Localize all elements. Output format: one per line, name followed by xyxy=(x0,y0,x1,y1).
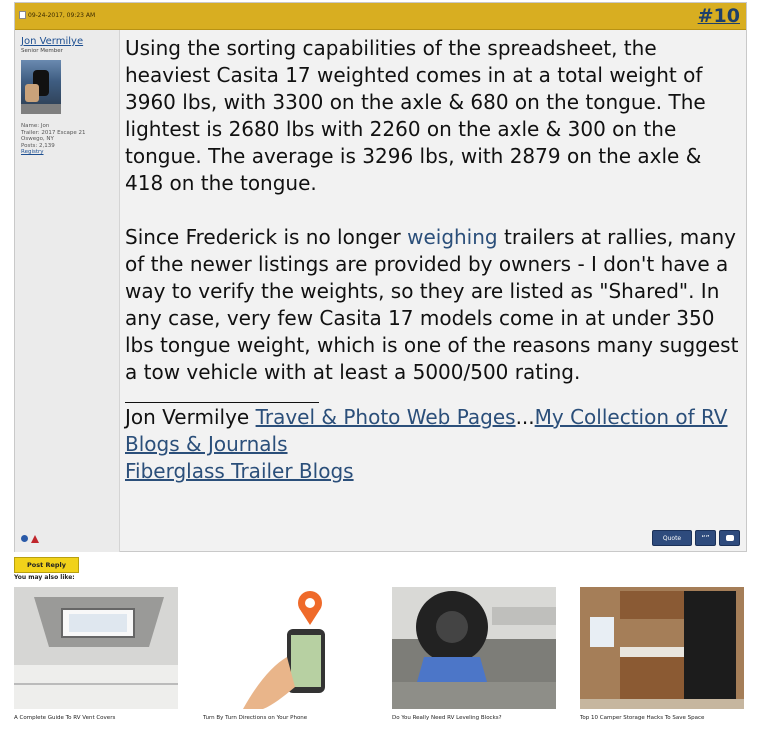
post-paragraph-2-end: trailers at rallies, many of the newer listings are provided by owners - I don't have a way to verify the weights, so they are listed as "Shared". In any case, very few Casita 17 models come in at under 350 lbs tongue weight, which is one of the reasons many suggest a tow vehicle with at least a 5000/500 rating. xyxy=(125,225,739,384)
user-name-line: Name: Jon xyxy=(21,123,50,129)
forum-post xyxy=(14,2,747,552)
post-header xyxy=(15,3,746,30)
post-paragraph-2 xyxy=(125,224,745,386)
post-status-icons xyxy=(21,535,39,543)
post-actions xyxy=(652,530,740,546)
leveling-blocks-photo[interactable] xyxy=(392,587,556,709)
you-may-also-like-heading: You may also like: xyxy=(14,574,75,581)
username-link[interactable]: Jon Vermilye xyxy=(21,36,84,47)
post-date-text: 09-24-2017, 09:23 AM xyxy=(28,11,96,19)
post-date xyxy=(19,11,95,19)
recommendation-caption[interactable]: A Complete Guide To RV Vent Covers xyxy=(14,715,116,721)
report-warning-icon[interactable] xyxy=(31,535,39,543)
weighing-link[interactable]: weighing xyxy=(407,225,498,249)
user-title: Senior Member xyxy=(21,48,63,54)
post-document-icon xyxy=(19,11,26,19)
avatar[interactable] xyxy=(21,60,61,114)
post-permalink[interactable] xyxy=(698,5,740,27)
user-posts-line: Posts: 2,139 xyxy=(21,142,55,149)
fiberglass-blogs-link[interactable]: Fiberglass Trailer Blogs xyxy=(125,459,354,483)
user-info xyxy=(21,123,86,156)
online-dot-icon xyxy=(21,535,28,542)
post-body xyxy=(125,35,745,485)
signature xyxy=(125,404,745,485)
signature-separator: ... xyxy=(515,405,535,429)
post-reply-button[interactable]: Post Reply xyxy=(14,557,79,573)
post-number-hash: # xyxy=(697,5,714,27)
recommendation-caption[interactable]: Do You Really Need RV Leveling Blocks? xyxy=(392,715,502,721)
user-trailer-line: Trailer: 2017 Escape 21 xyxy=(21,129,86,136)
quick-reply-button[interactable] xyxy=(719,530,740,546)
recommendation-caption[interactable]: Turn By Turn Directions on Your Phone xyxy=(203,715,308,721)
rv-roof-vent-photo[interactable] xyxy=(14,587,178,709)
signature-divider xyxy=(125,402,319,403)
post-number: 10 xyxy=(713,5,740,27)
user-sidebar xyxy=(15,30,120,552)
multiquote-button[interactable]: “” xyxy=(695,530,716,546)
quote-button[interactable]: Quote xyxy=(652,530,692,546)
user-location-line: Oswego, NY xyxy=(21,136,54,143)
phone-map-hand-photo[interactable] xyxy=(203,587,351,709)
speech-bubble-icon xyxy=(726,535,734,541)
camper-interior-photo[interactable] xyxy=(580,587,744,709)
signature-name: Jon Vermilye xyxy=(125,405,256,429)
travel-photo-link[interactable]: Travel & Photo Web Pages xyxy=(255,405,516,429)
recommendation-caption[interactable]: Top 10 Camper Storage Hacks To Save Space xyxy=(580,715,705,721)
post-paragraph-2-start: Since Frederick is no longer xyxy=(125,225,408,249)
rv-blogs-collection-link[interactable]: My Collection of RV Blogs & Journals xyxy=(125,405,728,456)
user-registry-link[interactable]: Registry xyxy=(21,149,44,156)
post-paragraph-1: Using the sorting capabilities of the spreadsheet, the heaviest Casita 17 weighted comes in at a total weight of 3960 lbs, with 3300 on the axle & 680 on the tongue. The lightest is 2680 lbs with 2260 on the axle & 300 on the tongue. The average is 3296 lbs, with 2879 on the axle & 418 on the tongue. xyxy=(125,36,706,195)
